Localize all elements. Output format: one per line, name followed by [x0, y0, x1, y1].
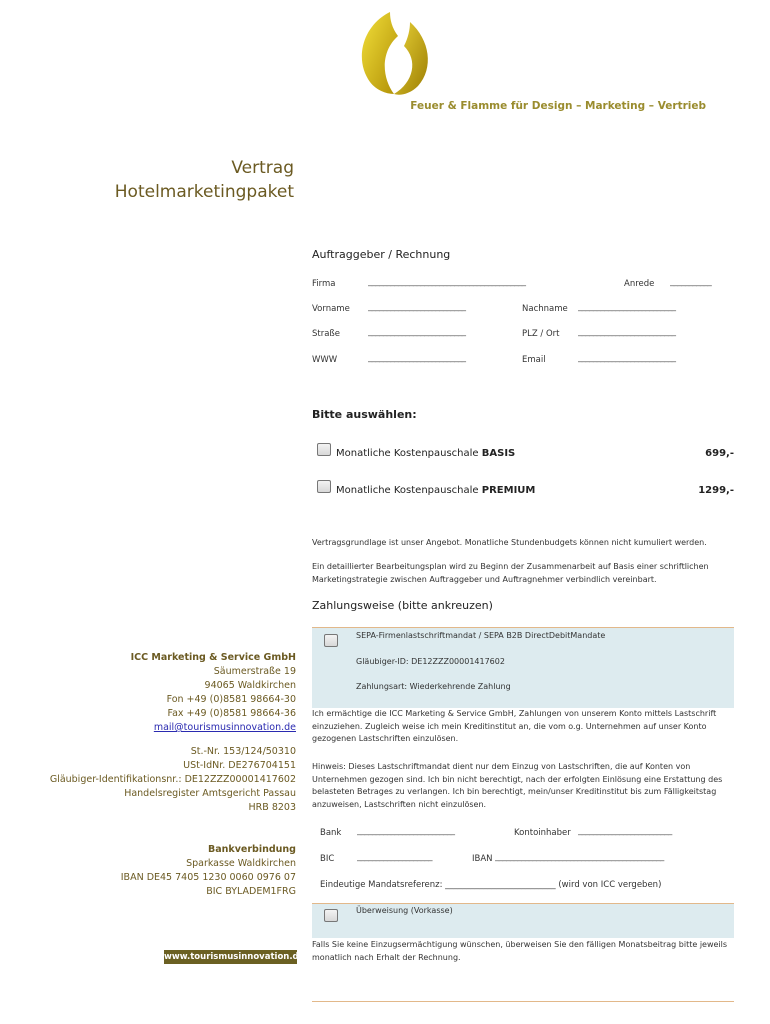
plz-field[interactable]: __________________________ — [578, 327, 676, 337]
page-title: Vertrag — [231, 158, 294, 178]
bank-name: Sparkasse Waldkirchen — [186, 858, 296, 869]
company-tax-number: St.-Nr. 153/124/50310 — [190, 746, 296, 757]
company-info — [40, 651, 296, 899]
bank-heading: Bankverbindung — [207, 844, 296, 855]
email-field[interactable]: __________________________ — [578, 353, 676, 363]
basis-option-text: Monatliche Kostenpauschale — [336, 448, 482, 459]
terms-paragraph-2: Ein detaillierter Bearbeitungsplan wird zu Beginn der Zusammenarbeit auf Basis einer schriftlichen Marketingstrategie zwischen Auftraggeber und Auftragnehmer verbindlich vereinbart. — [312, 562, 709, 584]
holder-label: Kontoinhaber — [514, 828, 571, 838]
website-badge[interactable]: www.tourismusinnovation.de — [164, 952, 305, 962]
company-vat-id: USt-IdNr. DE276704151 — [183, 760, 296, 771]
bottom-divider — [312, 1001, 734, 1002]
tagline: Feuer & Flamme für Design – Marketing – Vertrieb — [410, 100, 706, 112]
company-bic: BIC BYLADEM1FRG — [206, 886, 296, 897]
basis-option — [336, 448, 515, 459]
nachname-field[interactable]: __________________________ — [578, 302, 676, 312]
sepa-checkbox[interactable] — [324, 634, 338, 647]
premium-option — [336, 485, 535, 496]
sepa-title: SEPA-Firmenlastschriftmandat / SEPA B2B DirectDebitMandate — [356, 631, 606, 640]
basis-option-name: BASIS — [481, 448, 516, 459]
payment-heading: Zahlungsweise (bitte ankreuzen) — [312, 599, 493, 612]
firma-label: Firma — [312, 279, 336, 289]
transfer-checkbox[interactable] — [324, 909, 338, 922]
iban-label: IBAN — [472, 854, 493, 864]
holder-field[interactable]: _________________________ — [578, 826, 672, 836]
page-subtitle: Hotelmarketingpaket — [114, 182, 294, 202]
premium-checkbox[interactable] — [317, 480, 331, 493]
anrede-label: Anrede — [624, 279, 655, 289]
basis-price: 699,- — [705, 448, 734, 459]
bic-label: BIC — [320, 854, 335, 864]
www-label: WWW — [312, 355, 338, 365]
mandate-note: Hinweis: Dieses Lastschriftmandat dient nur dem Einzug von Lastschriften, die auf Konten von Unternehmen gezogen sind. Ich bin nicht berechtigt, nach der erfolgten Einlösung eine Erstattung des belasteten Betrages zu verlangen. Ich bin berechtigt, mein/unser Kreditinstitut bis zum Fälligkeitstag anzuweisen, Lastschriften nicht einzulösen. — [312, 762, 723, 809]
company-register: Handelsregister Amtsgericht Passau — [124, 788, 296, 799]
options-heading: Bitte auswählen: — [312, 408, 417, 421]
firma-field[interactable]: __________________________________________ — [368, 277, 526, 287]
mandate-authorization: Ich ermächtige die ICC Marketing & Service GmbH, Zahlungen von unserem Konto mittels Lastschrift einzuziehen. Zugleich weise ich mein Kreditinstitut an, die vom o.g. Unternehmen auf unser Konto gezogenen Lastschriften einzulösen. — [312, 709, 717, 743]
email-label: Email — [522, 355, 546, 365]
creditor-id: Gläubiger-ID: DE12ZZZ00001417602 — [356, 657, 505, 666]
strasse-field[interactable]: __________________________ — [368, 327, 466, 337]
premium-option-text: Monatliche Kostenpauschale — [336, 485, 482, 496]
client-heading: Auftraggeber / Rechnung — [312, 248, 451, 261]
basis-checkbox[interactable] — [317, 443, 331, 456]
terms-paragraph-1: Vertragsgrundlage ist unser Angebot. Monatliche Stundenbudgets können nicht kumuliert werden. — [312, 538, 707, 547]
transfer-note: Falls Sie keine Einzugsermächtigung wünschen, überweisen Sie den fälligen Monatsbeitrag bitte jeweils monatlich nach Erhalt der Rechnung. — [312, 940, 728, 962]
plz-label: PLZ / Ort — [522, 329, 560, 339]
nachname-label: Nachname — [522, 304, 568, 314]
bank-field[interactable]: __________________________ — [357, 826, 455, 836]
mandate-reference: Eindeutige Mandatsreferenz: __________________________ (wird von ICC vergeben) — [320, 880, 662, 890]
company-phone: Fon +49 (0)8581 98664-30 — [166, 694, 296, 705]
vorname-label: Vorname — [312, 304, 350, 314]
bank-label: Bank — [320, 828, 342, 838]
payment-type: Zahlungsart: Wiederkehrende Zahlung — [356, 682, 511, 691]
transfer-title: Überweisung (Vorkasse) — [356, 906, 453, 915]
strasse-label: Straße — [312, 329, 341, 339]
premium-option-name: PREMIUM — [481, 485, 536, 496]
iban-field[interactable]: _____________________________________________ — [495, 852, 664, 862]
company-iban: IBAN DE45 7405 1230 0060 0976 07 — [120, 872, 296, 883]
company-fax: Fax +49 (0)8581 98664-36 — [167, 708, 296, 719]
vorname-field[interactable]: __________________________ — [368, 302, 466, 312]
company-email-link[interactable]: mail@tourismusinnovation.de — [153, 722, 296, 733]
anrede-field[interactable]: ___________ — [670, 277, 712, 287]
bic-field[interactable]: ____________________ — [357, 852, 432, 862]
company-city: 94065 Waldkirchen — [204, 680, 296, 691]
company-name: ICC Marketing & Service GmbH — [130, 652, 296, 663]
company-street: Säumerstraße 19 — [213, 666, 296, 677]
www-field[interactable]: __________________________ — [368, 353, 466, 363]
company-creditor-id: Gläubiger-Identifikationsnr.: DE12ZZZ00001417602 — [49, 774, 296, 785]
company-hrb: HRB 8203 — [248, 802, 296, 813]
premium-price: 1299,- — [698, 485, 734, 496]
flame-logo — [352, 8, 436, 96]
